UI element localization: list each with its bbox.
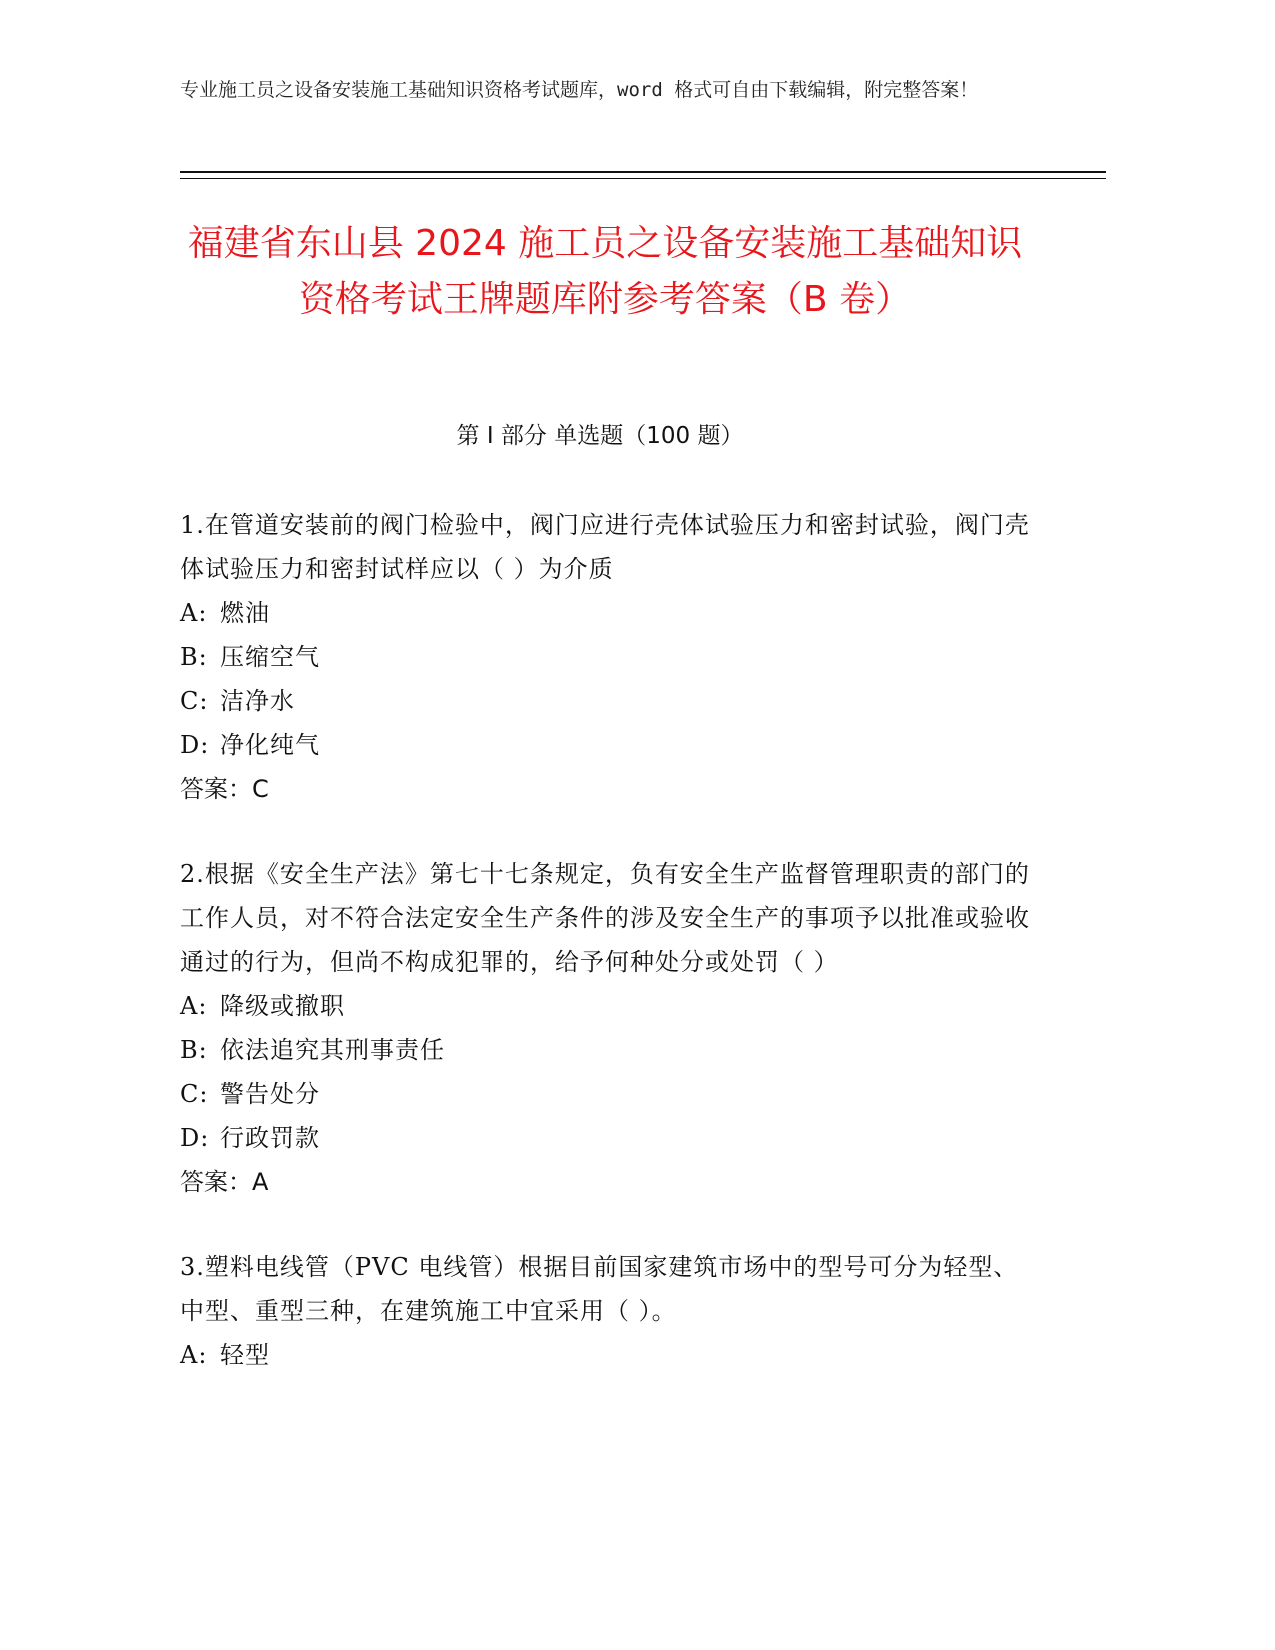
header-rule-thin	[180, 178, 1106, 179]
option-b	[180, 635, 1040, 679]
question-stem: 2.根据《安全生产法》第七十七条规定，负有安全生产监督管理职责的部门的工作人员，对不符合法定安全生产条件的涉及安全生产的事项予以批准或验收通过的行为，但尚不构成犯罪的，给予何种处分或处罚（ ）	[180, 860, 1030, 976]
answer-line: 答案：C	[180, 775, 269, 803]
option-c	[180, 679, 1040, 723]
option-key: A:	[180, 992, 208, 1020]
header-note: 专业施工员之设备安装施工基础知识资格考试题库，word 格式可自由下载编辑，附完整答案！	[180, 79, 979, 101]
header-rule-thick	[180, 171, 1106, 173]
option-key: A:	[180, 1341, 208, 1369]
option-d	[180, 1116, 1040, 1160]
answer-line: 答案：A	[180, 1168, 269, 1196]
option-a	[180, 1333, 1040, 1377]
option-c	[180, 1072, 1040, 1116]
option-key: D:	[180, 731, 210, 759]
option-key: C:	[180, 687, 209, 715]
option-key: C:	[180, 1080, 209, 1108]
option-b	[180, 1028, 1040, 1072]
question-3	[180, 1245, 1040, 1377]
option-text: 洁净水	[220, 687, 295, 715]
question-stem: 3.塑料电线管（PVC 电线管）根据目前国家建筑市场中的型号可分为轻型、中型、重型三种，在建筑施工中宜采用（ ）。	[180, 1253, 1019, 1325]
question-2	[180, 852, 1040, 1204]
option-key: B:	[180, 643, 208, 671]
option-key: A:	[180, 599, 208, 627]
option-text: 依法追究其刑事责任	[220, 1036, 445, 1064]
document-title: 福建省东山县 2024 施工员之设备安装施工基础知识资格考试王牌题库附参考答案（B 卷）	[187, 223, 1023, 320]
option-text: 警告处分	[220, 1080, 320, 1108]
option-text: 净化纯气	[220, 731, 320, 759]
option-text: 轻型	[220, 1341, 270, 1369]
option-a	[180, 591, 1040, 635]
option-text: 压缩空气	[220, 643, 320, 671]
question-list	[180, 503, 1040, 1418]
option-text: 燃油	[220, 599, 270, 627]
option-text: 行政罚款	[220, 1124, 320, 1152]
question-stem: 1.在管道安装前的阀门检验中，阀门应进行壳体试验压力和密封试验，阀门壳体试验压力和密封试样应以（ ）为介质	[180, 511, 1030, 583]
option-d	[180, 723, 1040, 767]
option-key: B:	[180, 1036, 208, 1064]
option-text: 降级或撤职	[220, 992, 345, 1020]
option-key: D:	[180, 1124, 210, 1152]
option-a	[180, 984, 1040, 1028]
section-title: 第 I 部分 单选题（100 题）	[456, 423, 744, 449]
question-1	[180, 503, 1040, 811]
